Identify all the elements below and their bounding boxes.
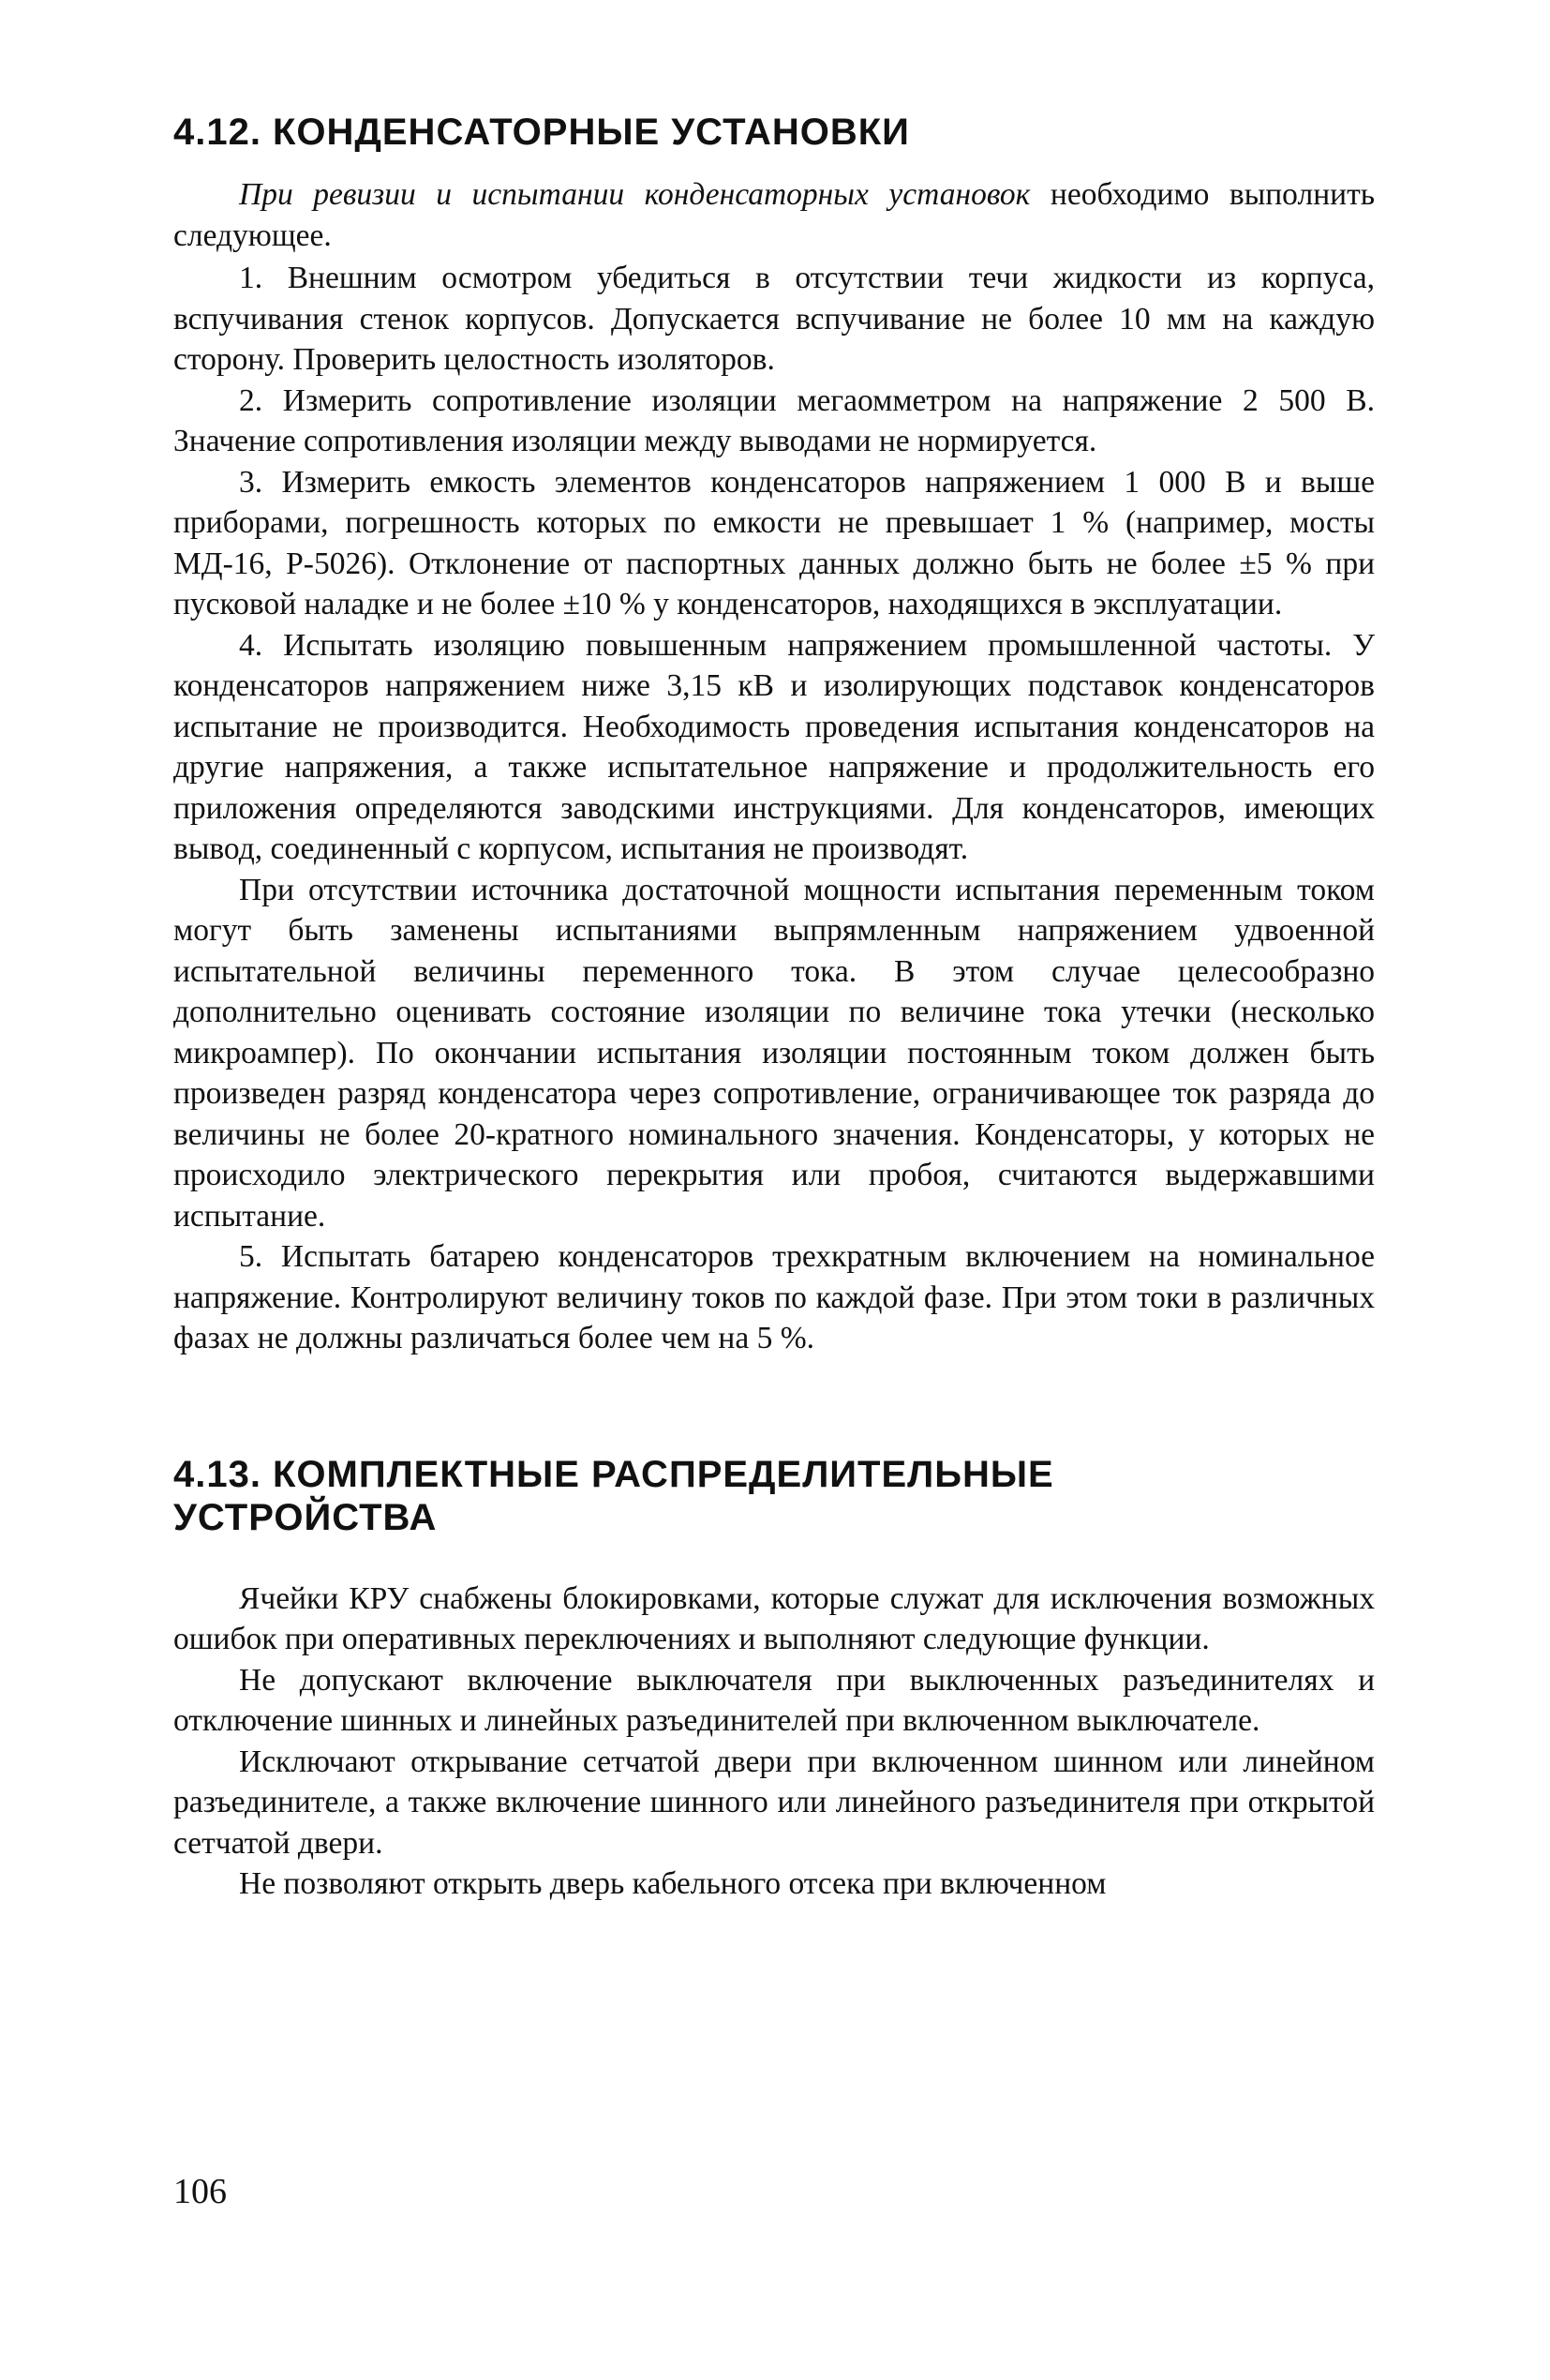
intro-rest-text: необходимо выполнить следующее.	[173, 177, 1375, 253]
section-number: 4.12.	[173, 112, 261, 153]
section-title-line-1: КОМПЛЕКТНЫЕ РАСПРЕДЕЛИТЕЛЬНЫЕ	[272, 1453, 1054, 1495]
intro-italic-text: При ревизии и испытании конденсаторных установок	[239, 177, 1031, 212]
kru-paragraph-2: Не допускают включение выключателя при выключенных разъединителях и отключение шинных и линейных разъединителей при включенном выключателе.	[173, 1662, 1375, 1738]
item-4-paragraph: 4. Испытать изоляцию повышенным напряжением промышленной частоты. У конденсаторов напряжением ниже 3,15 кВ и изолирующих подставок конденсаторов испытание не производится. Необходимость проведения испытания конденсаторов на другие напряжения, а также испытательное напряжение и продолжительность его приложения определяются заводскими инструкциями. Для конденсаторов, имеющих вывод, соединенный с корпусом, испытания не производят.	[173, 627, 1375, 866]
section-heading-4-13	[173, 1453, 1375, 1539]
item-4-continuation-paragraph: При отсутствии источника достаточной мощности испытания переменным током могут быть заменены испытаниями выпрямленным напряжением удвоенной испытательной величины переменного тока. В этом случае целесообразно дополнительно оценивать состояние изоляции по величине тока утечки (несколько микроампер). По окончании испытания изоляции постоянным током должен быть произведен разряд конденсатора через сопротивление, ограничивающее ток разряда до величины не более 20-кратного номинального значения. Конденсаторы, у которых не происходило электрического перекрытия или пробоя, считаются выдержавшими испытание.	[173, 872, 1375, 1234]
section-spacer	[173, 1359, 1375, 1453]
item-3-paragraph: 3. Измерить емкость элементов конденсаторов напряжением 1 000 В и выше приборами, погрешность которых по емкости не превышает 1 % (например, мосты МД-16, Р-5026). Отклонение от паспортных данных должно быть не более ±5 % при пусковой наладке и не более ±10 % у конденсаторов, находящихся в эксплуатации.	[173, 464, 1375, 621]
section-number: 4.13.	[173, 1453, 261, 1495]
kru-paragraph-3: Исключают открывание сетчатой двери при включенном шинном или линейном разъединителе, а также включение шинного или линейного разъединителя при открытой сетчатой двери.	[173, 1744, 1375, 1861]
item-5-paragraph: 5. Испытать батарею конденсаторов трехкратным включением на номинальное напряжение. Контролируют величину токов по каждой фазе. При этом токи в различных фазах не должны различаться более чем на 5 %.	[173, 1239, 1375, 1355]
kru-paragraph-1: Ячейки КРУ снабжены блокировками, которые служат для исключения возможных ошибок при оперативных переключениях и выполняют следующие функции.	[173, 1580, 1375, 1656]
item-2-paragraph: 2. Измерить сопротивление изоляции мегаомметром на напряжение 2 500 В. Значение сопротивления изоляции между выводами не нормируется.	[173, 382, 1375, 458]
page-content	[173, 111, 1375, 1905]
section-title-line-2: УСТРОЙСТВА	[173, 1496, 438, 1538]
page-number: 106	[173, 2172, 227, 2211]
kru-paragraph-4: Не позволяют открыть дверь кабельного отсека при включенном	[239, 1866, 1107, 1901]
item-1-paragraph: 1. Внешним осмотром убедиться в отсутствии течи жидкости из корпуса, вспучивания стенок корпусов. Допускается вспучивание не более 10 мм на каждую сторону. Проверить целостность изоляторов.	[173, 261, 1375, 377]
section-title: КОНДЕНСАТОРНЫЕ УСТАНОВКИ	[272, 112, 910, 153]
section-heading-4-12	[173, 111, 1375, 154]
intro-paragraph	[173, 174, 1375, 256]
